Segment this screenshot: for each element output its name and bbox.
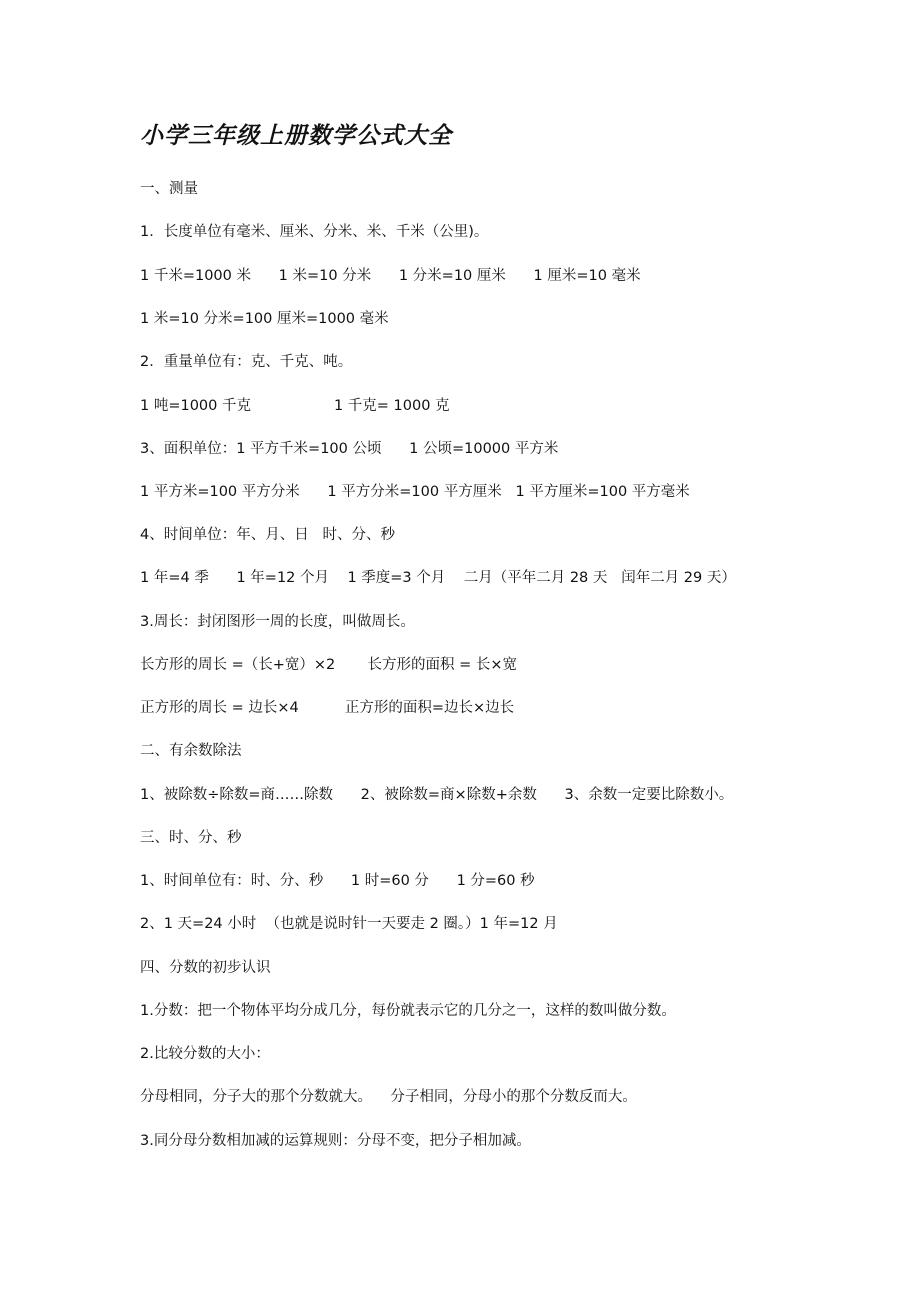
- section-heading-time: 三、时、分、秒: [140, 830, 242, 846]
- text-line: 1 吨=1000 千克 1 千克= 1000 克: [140, 398, 450, 414]
- text-line: 1、被除数÷除数=商……除数 2、被除数=商×除数+余数 3、余数一定要比除数小。: [140, 787, 734, 803]
- section-heading-measurement: 一、测量: [140, 181, 198, 197]
- text-line: 1 米=10 分米=100 厘米=1000 毫米: [140, 311, 389, 327]
- text-line: 3.同分母分数相加减的运算规则：分母不变，把分子相加减。: [140, 1133, 531, 1149]
- text-line: 1 平方米=100 平方分米 1 平方分米=100 平方厘米 1 平方厘米=100 平方毫米: [140, 484, 690, 500]
- text-line: 2、1 天=24 小时 （也就是说时针一天要走 2 圈。）1 年=12 月: [140, 916, 558, 932]
- text-line: 正方形的周长 = 边长×4 正方形的面积=边长×边长: [140, 700, 515, 716]
- page-title: 小学三年级上册数学公式大全: [140, 123, 452, 149]
- text-line: 1 千米=1000 米 1 米=10 分米 1 分米=10 厘米 1 厘米=10 毫米: [140, 268, 641, 284]
- section-heading-division: 二、有余数除法: [140, 743, 242, 759]
- text-line: 分母相同，分子大的那个分数就大。 分子相同，分母小的那个分数反而大。: [140, 1089, 637, 1105]
- text-line: 4、时间单位：年、月、日 时、分、秒: [140, 527, 396, 543]
- text-line: 3.周长：封闭图形一周的长度，叫做周长。: [140, 614, 415, 630]
- text-line: 1、时间单位有：时、分、秒 1 时=60 分 1 分=60 秒: [140, 873, 535, 889]
- text-line: 1 年=4 季 1 年=12 个月 1 季度=3 个月 二月（平年二月 28 天 闰年二月 29 天）: [140, 570, 736, 586]
- text-line: 2．重量单位有：克、千克、吨。: [140, 354, 353, 370]
- text-line: 1.分数：把一个物体平均分成几分，每份就表示它的几分之一，这样的数叫做分数。: [140, 1003, 676, 1019]
- text-line: 2.比较分数的大小：: [140, 1046, 270, 1062]
- text-line: 长方形的周长 =（长+宽）×2 长方形的面积 = 长×宽: [140, 657, 518, 673]
- section-heading-fractions: 四、分数的初步认识: [140, 960, 271, 976]
- text-line: 3、面积单位：1 平方千米=100 公顷 1 公顷=10000 平方米: [140, 441, 559, 457]
- text-line: 1．长度单位有毫米、厘米、分米、米、千米（公里)。: [140, 224, 489, 240]
